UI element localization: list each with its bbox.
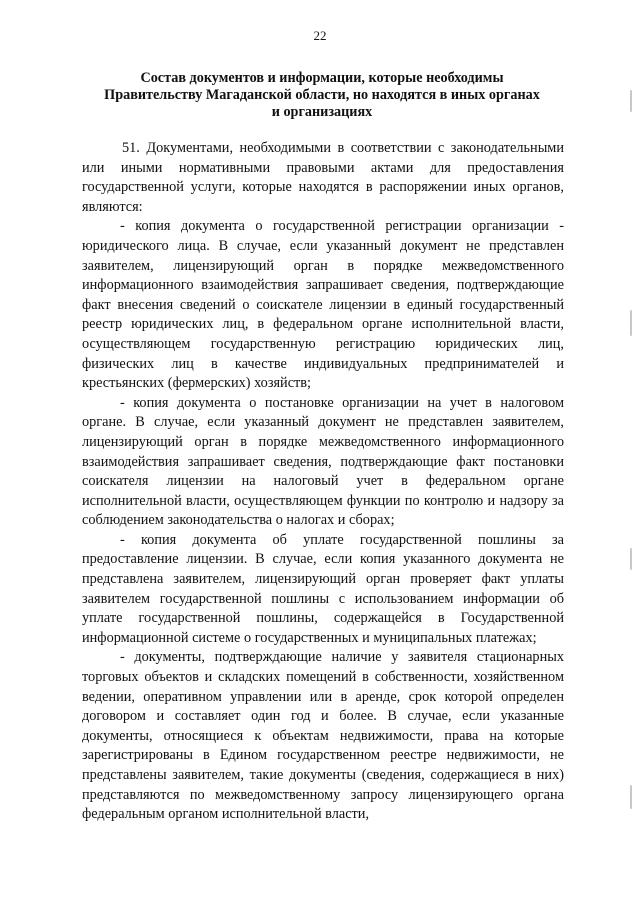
scan-mark: [630, 548, 632, 570]
section-heading: [82, 70, 562, 121]
scan-mark: [630, 310, 632, 336]
paragraph-premises-documents: - документы, подтверждающие наличие у заявителя стационарных торговых объектов и складских помещений в собственности, хозяйственном ведении, оперативном управлении или в аренде, срок которой определен договором и составляет один год и более. В случае, если указанные документы, относящиеся к объектам недвижимости, права на которые зарегистрированы в Едином государственном реестре недвижимости, не представлены заявителем, такие документы (сведения, содержащиеся в них) представляются по межведомственному запросу лицензирующего органа федеральным органом исполнительной власти,: [82, 649, 564, 823]
paragraph-tax-registration-document: - копия документа о постановке организации на учет в налоговом органе. В случае, если указанный документ не представлен заявителем, лицензирующий орган в порядке межведомственного информационного взаимодействия запрашивает сведения, подтверждающие факт постановки соискателя лицензии на налоговый учет в федеральном органе исполнительной власти, осуществляющем функции по контролю и надзору за соблюдением законодательства о налогах и сборах;: [82, 394, 564, 529]
paragraph-state-fee-document: - копия документа об уплате государственной пошлины за предоставление лицензии. В случае, если копия указанного документа не представлена заявителем, лицензирующий орган проверяет факт уплаты заявителем государственной пошлины с использованием информации об уплате государственной пошлины, содержащейся в Государственной информационной системе о государственных и муниципальных платежах;: [82, 531, 564, 646]
paragraph-registration-document: - копия документа о государственной регистрации организации - юридического лица. В случае, если указанный документ не представлен заявителем, лицензирующий орган в порядке межведомственного информационного взаимодействия запрашивает сведения, подтверждающие факт внесения сведений о соискателе лицензии в единый государственный реестр юридических лиц, в федеральном органе исполнительной власти, осуществляющем государственную регистрацию юридических лиц, физических лиц в качестве индивидуальных предпринимателей и крестьянских (фермерских) хозяйств;: [82, 218, 564, 392]
body-text: [82, 139, 564, 825]
heading-line: и организациях: [271, 104, 373, 120]
scan-edge-marks: [630, 0, 636, 905]
heading-line: Состав документов и информации, которые необходимы: [140, 70, 504, 86]
paragraph-51-intro: 51. Документами, необходимыми в соответствии с законодательными или иными нормативными правовыми актами для предоставления государственной услуги, которые находятся в распоряжении иных органов, являются:: [82, 140, 564, 215]
heading-line: Правительству Магаданской области, но находятся в иных органах: [104, 87, 540, 103]
scan-mark: [630, 90, 632, 112]
page-number: 22: [313, 28, 327, 43]
scan-mark: [630, 785, 632, 809]
